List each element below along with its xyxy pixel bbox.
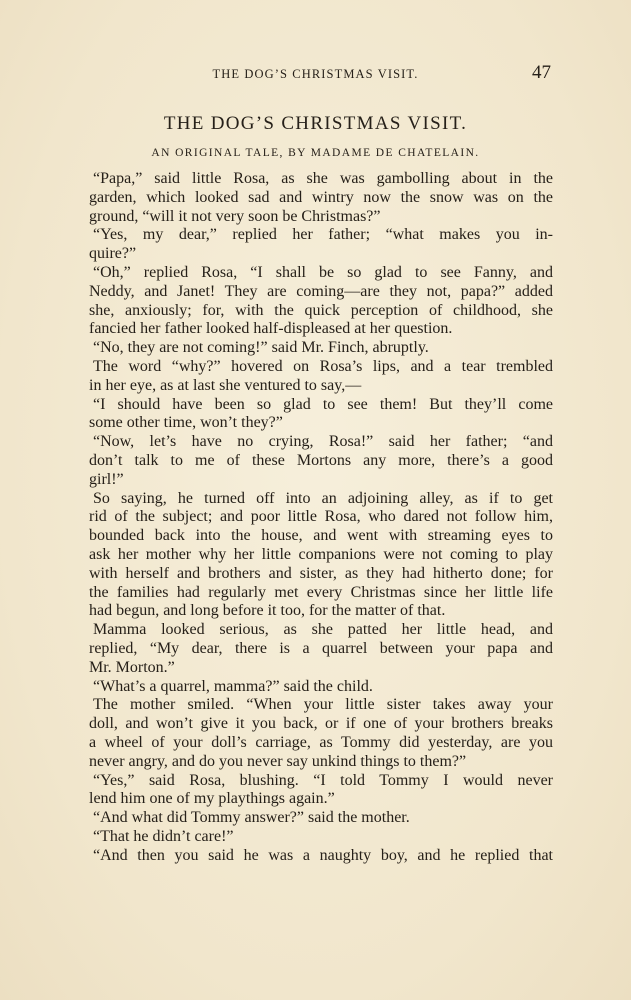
text-line: had begun, and long before it too, for the matter of that.: [89, 602, 446, 620]
text-line: The mother smiled. “When your little sister takes away your: [93, 696, 553, 714]
text-line: Mr. Morton.”: [89, 658, 175, 676]
text-line: replied, “My dear, there is a quarrel between your papa and: [89, 639, 553, 657]
text-line: in her eye, as at last she ventured to say,—: [89, 376, 362, 394]
text-line: “No, they are not coming!” said Mr. Finch, abruptly.: [93, 339, 429, 357]
text-line: lend him one of my playthings again.”: [89, 790, 335, 808]
text-line: Mamma looked serious, as she patted her little head, and: [93, 621, 553, 639]
text-line: a wheel of your doll’s carriage, as Tommy did yesterday, are you: [89, 733, 553, 751]
story-subtitle: AN ORIGINAL TALE, BY MADAME DE CHATELAIN.: [151, 147, 480, 159]
text-line: don’t talk to me of these Mortons any more, there’s a good: [89, 451, 553, 469]
text-line: So saying, he turned off into an adjoining alley, as if to get: [93, 489, 553, 507]
text-line: fancied her father looked half-displeased at her question.: [89, 320, 453, 338]
text-line: “And what did Tommy answer?” said the mother.: [93, 809, 410, 827]
text-line: ground, “will it not very soon be Christmas?”: [89, 207, 381, 225]
running-head: [0, 62, 631, 86]
text-line: rid of the subject; and poor little Rosa, who dared not follow him,: [89, 508, 553, 526]
text-line: some other time, won’t they?”: [89, 414, 283, 432]
text-line: never angry, and do you never say unkind things to them?”: [89, 752, 467, 770]
text-line: “That he didn’t care!”: [93, 827, 234, 845]
text-line: “Now, let’s have no crying, Rosa!” said her father; “and: [93, 433, 553, 451]
text-line: “Yes, my dear,” replied her father; “what makes you in-: [93, 226, 553, 244]
text-line: girl!”: [89, 470, 124, 488]
text-line: she, anxiously; for, with the quick perception of childhood, she: [89, 301, 553, 319]
running-head-title: THE DOG’S CHRISTMAS VISIT.: [212, 67, 419, 81]
text-line: garden, which looked sad and wintry now the snow was on the: [89, 188, 553, 206]
story-title: THE DOG’S CHRISTMAS VISIT.: [163, 113, 468, 134]
text-line: “I should have been so glad to see them! But they’ll come: [93, 395, 553, 413]
text-line: quire?”: [89, 245, 137, 263]
page-number: 47: [532, 62, 551, 83]
text-line: Neddy, and Janet! They are coming—are they not, papa?” added: [89, 282, 553, 300]
text-line: bounded back into the house, and went with streaming eyes to: [89, 527, 553, 545]
text-line: “Oh,” replied Rosa, “I shall be so glad to see Fanny, and: [93, 263, 553, 281]
text-line: the families had regularly met every Christmas since her little life: [89, 583, 553, 601]
text-line: The word “why?” hovered on Rosa’s lips, and a tear trembled: [93, 357, 553, 375]
text-line: doll, and won’t give it you back, or if one of your brothers breaks: [89, 715, 553, 733]
text-line: with herself and brothers and sister, as they had hitherto done; for: [89, 564, 553, 582]
text-line: “What’s a quarrel, mamma?” said the child.: [93, 677, 373, 695]
text-line: ask her mother why her little companions were not coming to play: [89, 545, 553, 563]
text-line: “Papa,” said little Rosa, as she was gambolling about in the: [93, 170, 553, 187]
text-line: “Yes,” said Rosa, blushing. “I told Tommy I would never: [93, 771, 553, 789]
body-text: [89, 170, 553, 865]
text-line: “And then you said he was a naughty boy, and he replied that: [93, 846, 553, 864]
